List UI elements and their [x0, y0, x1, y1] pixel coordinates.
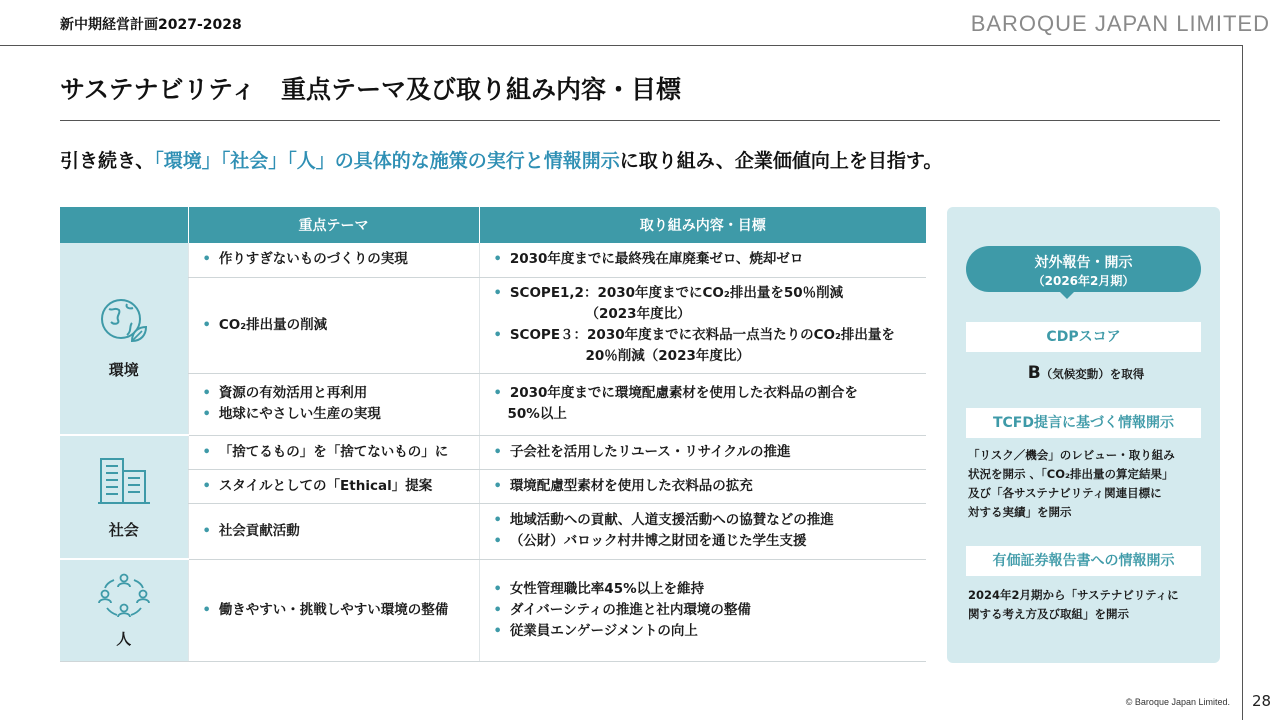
- theme-cell: • 作りすぎないものづくりの実現: [188, 243, 479, 277]
- lead-pre: 引き続き、: [60, 150, 155, 172]
- cdp-heading: CDPスコア: [966, 322, 1201, 352]
- category-label: 社会: [108, 520, 139, 539]
- table-row: [60, 277, 926, 373]
- lead-highlight: 「環境」「社会」「人」の具体的な施策の実行と情報開示: [154, 150, 620, 172]
- page-number: 28: [1252, 692, 1272, 710]
- theme-cell: • 働きやすい・挑戦しやすい環境の整備: [188, 559, 479, 661]
- goal-cell: • 子会社を活用したリユース・リサイクルの推進: [479, 435, 926, 469]
- table-row: [60, 503, 926, 559]
- theme-cell: • 社会貢献活動: [188, 503, 479, 559]
- pill-title: 対外報告・開示: [1034, 255, 1133, 271]
- goal-cell: • SCOPE1,2：2030年度までにCO₂排出量を50％削減 （2023年度比） • SCOPE３：2030年度までに衣料品一点当たりのCO₂排出量を 20％削減（2023年度比）: [479, 277, 926, 373]
- pill-pointer: [1058, 290, 1076, 299]
- tcfd-heading: TCFD提言に基づく情報開示: [966, 408, 1201, 438]
- globe-leaf-icon: [99, 297, 149, 345]
- theme-table: [60, 207, 926, 662]
- table-row: [60, 559, 926, 661]
- plan-title: 新中期経営計画2027-2028: [60, 17, 242, 33]
- theme-cell: • スタイルとしての「Ethical」提案: [188, 469, 479, 503]
- brand-logo: BAROQUE JAPAN LIMITED: [970, 11, 1270, 36]
- goal-cell: • 環境配慮型素材を使用した衣料品の拡充: [479, 469, 926, 503]
- category-label: 人: [116, 629, 132, 648]
- goal-cell: • 2030年度までに環境配慮素材を使用した衣料品の割合を 50%以上: [479, 373, 926, 435]
- goal-cell: • 地域活動への貢献、人道支援活動への協賛などの推進 • （公財）バロック村井博之財団を通じた学生支援: [479, 503, 926, 559]
- cdp-text: （気候変動）を取得: [1040, 367, 1145, 381]
- buildings-icon: [98, 455, 150, 505]
- tcfd-text: 「リスク／機会」のレビュー・取り組み 状況を開示 、「CO₂排出量の算定結果」 及び「各サステナビリティ関連目標に 対する実績」を開示: [968, 448, 1175, 519]
- yuho-heading: 有価証券報告書への情報開示: [966, 546, 1201, 576]
- disclosure-pill: [966, 246, 1201, 292]
- cdp-score: B: [1027, 363, 1041, 383]
- yuho-text: 2024年2月期から「サステナビリティに 関する考え方及び取組」を開示: [968, 588, 1179, 621]
- header-blank: [60, 207, 188, 243]
- people-circle-icon: [97, 572, 151, 620]
- page-title: サステナビリティ 重点テーマ及び取り組み内容・目標: [60, 75, 682, 104]
- theme-cell: • 「捨てるもの」を「捨てないもの」に: [188, 435, 479, 469]
- lead-post: に取り組み、企業価値向上を目指す。: [619, 150, 943, 172]
- header-theme: 重点テーマ: [188, 207, 479, 243]
- theme-cell: • CO₂排出量の削減: [188, 277, 479, 373]
- cdp-result: [966, 364, 1206, 384]
- table-row: [60, 435, 926, 469]
- table-row: [60, 373, 926, 435]
- table-row: [60, 469, 926, 503]
- header-divider: [0, 45, 1242, 46]
- table-row: [60, 243, 926, 277]
- lead-message: [60, 146, 942, 173]
- title-divider: [60, 120, 1220, 121]
- goal-cell: • 2030年度までに最終残在庫廃棄ゼロ、焼却ゼロ: [479, 243, 926, 277]
- copyright: © Baroque Japan Limited.: [1125, 697, 1230, 707]
- goal-cell: • 女性管理職比率45%以上を維持 • ダイバーシティの推進と社内環境の整備 • 従業員エンゲージメントの向上: [479, 559, 926, 661]
- category-soc: [60, 435, 188, 559]
- table-header-row: [60, 207, 926, 243]
- category-env: [60, 243, 188, 435]
- category-label: 環境: [108, 361, 139, 379]
- category-ppl: [60, 559, 188, 661]
- pill-subtitle: （2026年2月期）: [1032, 274, 1135, 288]
- theme-cell: • 資源の有効活用と再利用 • 地球にやさしい生産の実現: [188, 373, 479, 435]
- header-goal: 取り組み内容・目標: [479, 207, 926, 243]
- right-divider: [1242, 45, 1243, 720]
